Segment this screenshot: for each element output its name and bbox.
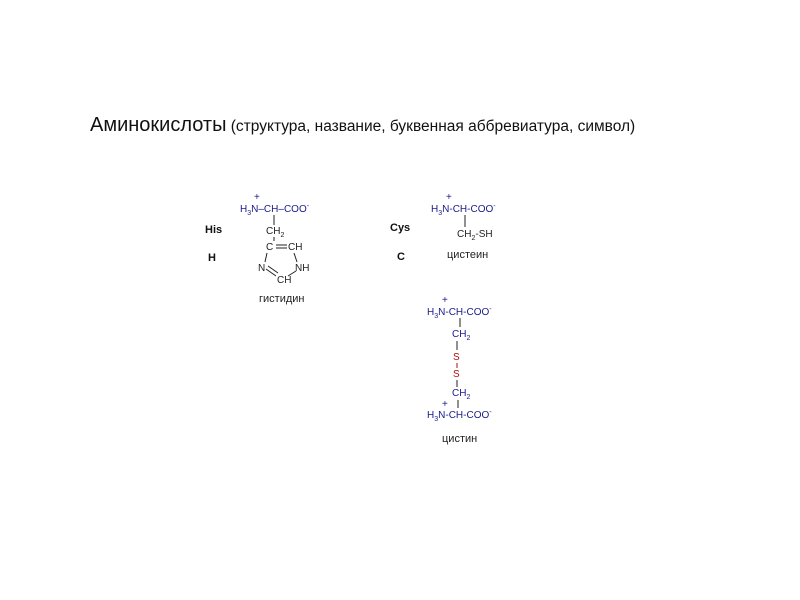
cystine-bottom-amine-sub: 3 [434,416,439,423]
his-name: гистидин [259,293,305,305]
his-ring-nh: NH [295,263,310,274]
histidine-structure [240,192,310,305]
cys-side-c: CH [457,229,472,240]
cystine-name: цистин [442,433,478,445]
cystine-bottom-amine-group [427,409,492,423]
his-charge-minus: - [306,203,310,210]
cys-amine-sub: 3 [438,210,443,217]
cystine-ch2-top-sub: 2 [466,335,471,342]
cystine-top-amine-group [427,306,492,320]
his-ch2 [266,226,284,239]
cystine-bottom-backbone: -CH-COO [445,410,490,421]
his-ring-ch-top: CH [288,242,303,253]
cys-backbone: -CH-COO [449,204,494,215]
cystine-ch2-bottom [452,388,470,401]
cys-side-chain [457,229,493,242]
his-one-letter: H [208,252,216,264]
his-ch2-sub: 2 [280,232,285,239]
his-ch2-c: CH [266,226,281,237]
cys-charge-plus: + [446,192,452,203]
cystine-top-charge-minus: - [489,306,492,313]
his-amine-group [240,203,310,217]
his-backbone: –CH–COO [258,204,307,215]
his-ring-n: N [258,263,266,274]
cys-charge-minus: - [493,203,496,210]
cystine-ch2-top-c: CH [452,329,467,340]
cystine-ch2-bottom-c: CH [452,388,467,399]
cystine-top-backbone: -CH-COO [445,307,490,318]
his-ring-bond-left [265,253,267,262]
cys-name: цистеин [447,249,489,261]
cys-amine-h: H [431,204,439,215]
his-amine-sub: 3 [247,210,252,217]
his-charge-plus: + [254,192,260,203]
cystine-bottom-amine-h: H [427,410,435,421]
title-main: Аминокислоты [90,114,227,136]
cystine-sulfur-2: S [453,369,460,380]
cystine-top-charge-plus: + [442,295,448,306]
cys-one-letter: C [397,251,405,263]
cys-amine-group [431,203,496,217]
his-ring-bond-right [294,253,297,262]
cys-side-sub: 2 [471,235,476,242]
his-three-letter: His [205,224,223,236]
cystine-top-amine-n: N [438,307,446,318]
cys-amine-n: N [442,204,450,215]
cystine-bottom-charge-minus: - [489,409,492,416]
his-amine-h: H [240,204,248,215]
cystine-structure [427,295,492,445]
cystine-bottom-charge-plus: + [442,399,448,410]
cystine-top-amine-h: H [427,307,435,318]
his-ring-ch-bottom: CH [277,275,292,286]
cystine-ch2-bottom-sub: 2 [466,394,471,401]
title-subtitle: (структура, название, буквенная аббревиатура, символ) [226,118,636,135]
cys-side-tail: -SH [475,229,493,240]
cysteine-structure [431,192,496,261]
cystine-sulfur-1: S [453,352,460,363]
cystine-top-amine-sub: 3 [434,313,439,320]
cys-three-letter: Cys [390,222,411,234]
cystine-bottom-amine-n: N [438,410,446,421]
his-amine-n: N [251,204,259,215]
cystine-ch2-top [452,329,470,342]
his-ring-c: C [266,242,274,253]
